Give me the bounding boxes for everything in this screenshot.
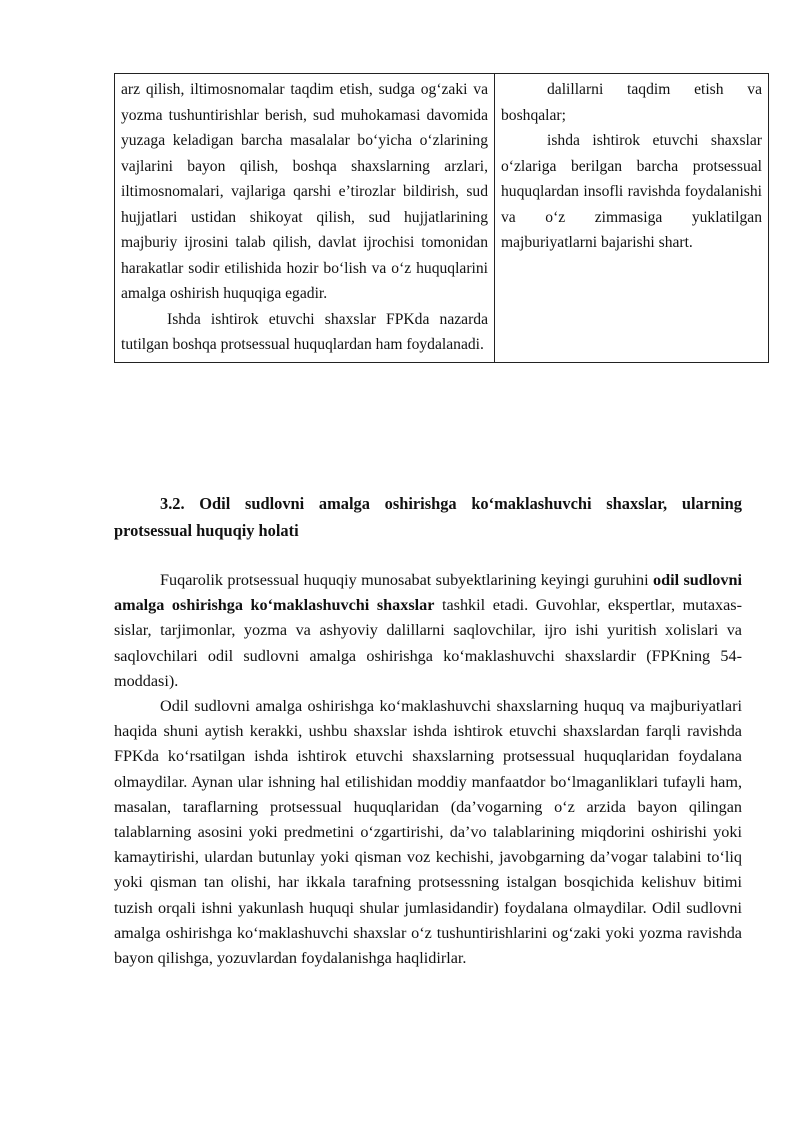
left-column-cell [115,74,495,363]
section-heading: 3.2. Odil sudlovni amalga oshirishga ko‘maklashuvchi shaxslar, ularning protsessual huquqiy holati [114,494,742,540]
right-paragraph-2: ishda ishtirok etuvchi shaxslar o‘zlariga berilgan barcha protsessual huquqlardan insofli ravishda foydalanishi va o‘z zimmasiga yuklatilgan majburiyatlarni bajarishi shart. [501,132,762,251]
body-paragraph-2: Odil sudlovni amalga oshirishga ko‘maklashuvchi shaxslarning huquq va majburiyatlari haqida shuni aytish kerakki, ushbu shaxslar ishda ishtirok etuvchi shaxslardan farqli ravishda FPKda ko‘rsatilgan ishda ishtirok etuvchi shaxslarning protsessual huquqlaridan foydalana olmaydilar. Aynan ular ishning hal etilishidan moddiy manfaatdor bo‘lmaganliklari tufayli ham, masalan, taraflarning protsessual huquqlaridan (da’vogarning o‘z arzida bayon qilingan talablarning asosini yoki predmetini o‘zgartirishi, da’vo talablarining miqdorini oshirishi yoki kamaytirishi, ulardan butunlay yoki qisman voz kechishi, javobgarning da’vogar talabini to‘liq yoki qisman tan olishi, har ikkala tarafning protsessning istalgan bosqichida kelishuv bitimi tuzish orqali ishni yakunlash huquqi shular jumlasidandir) foydalana olmaydilar. Odil sudlovni amalga oshirishga ko‘maklashuvchi shaxslar o‘z tushuntirishlarini og‘zaki yoki yozma ravishda bayon qilishga, yozuvlardan foydalanishga haqlidirlar. [114,697,742,968]
table-row [115,74,769,363]
right-paragraph-1: dalillarni taqdim etish va boshqalar; [501,81,762,124]
right-column-cell [495,74,769,363]
paragraph-1-lead: Fuqarolik protsessual huquqiy munosabat subyektlarining keyingi guruhini [160,571,653,589]
body-paragraph-1 [114,568,742,694]
paragraph-1-rest: tashkil etadi. Guvohlar, ekspertlar, mutaxas-sislar, tarjimonlar, yozma va ashyoviy dalillarni saqlovchilar, ijro ishi yuritish xolislari va saqlovchilari odil sudlovni amalga oshirishga ko‘maklashuvchi shaxslardir (FPKning 54-moddasi). [114,596,742,690]
left-paragraph-1: arz qilish, iltimosnomalar taqdim etish, sudga og‘zaki va yozma tushuntirishlar berish, sud muhokamasi davomida yuzaga keladigan barcha masalalar bo‘yicha o‘zlarining vajlarini bayon qilish, boshqa shaxslarning arzlari, iltimosnomalari, vajlariga qarshi e’tirozlar bildirish, sud hujjatlari ustidan shikoyat qilish, sud hujjatlarining majburiy ijrosini talab qilish, davlat ijrochisi tomonidan harakatlar sodir etilishida hozir bo‘lish va o‘z huquqlarini amalga oshirish huquqiga egadir. [121,81,488,302]
section-body [114,568,742,971]
paragraph-1-bold-term: odil sudlovni amalga oshirishga ko‘maklashuvchi shaxslar [114,571,742,615]
two-column-table [114,73,769,363]
left-paragraph-2: Ishda ishtirok etuvchi shaxslar FPKda nazarda tutilgan boshqa protsessual huquqlardan ham foydalanadi. [121,310,488,353]
